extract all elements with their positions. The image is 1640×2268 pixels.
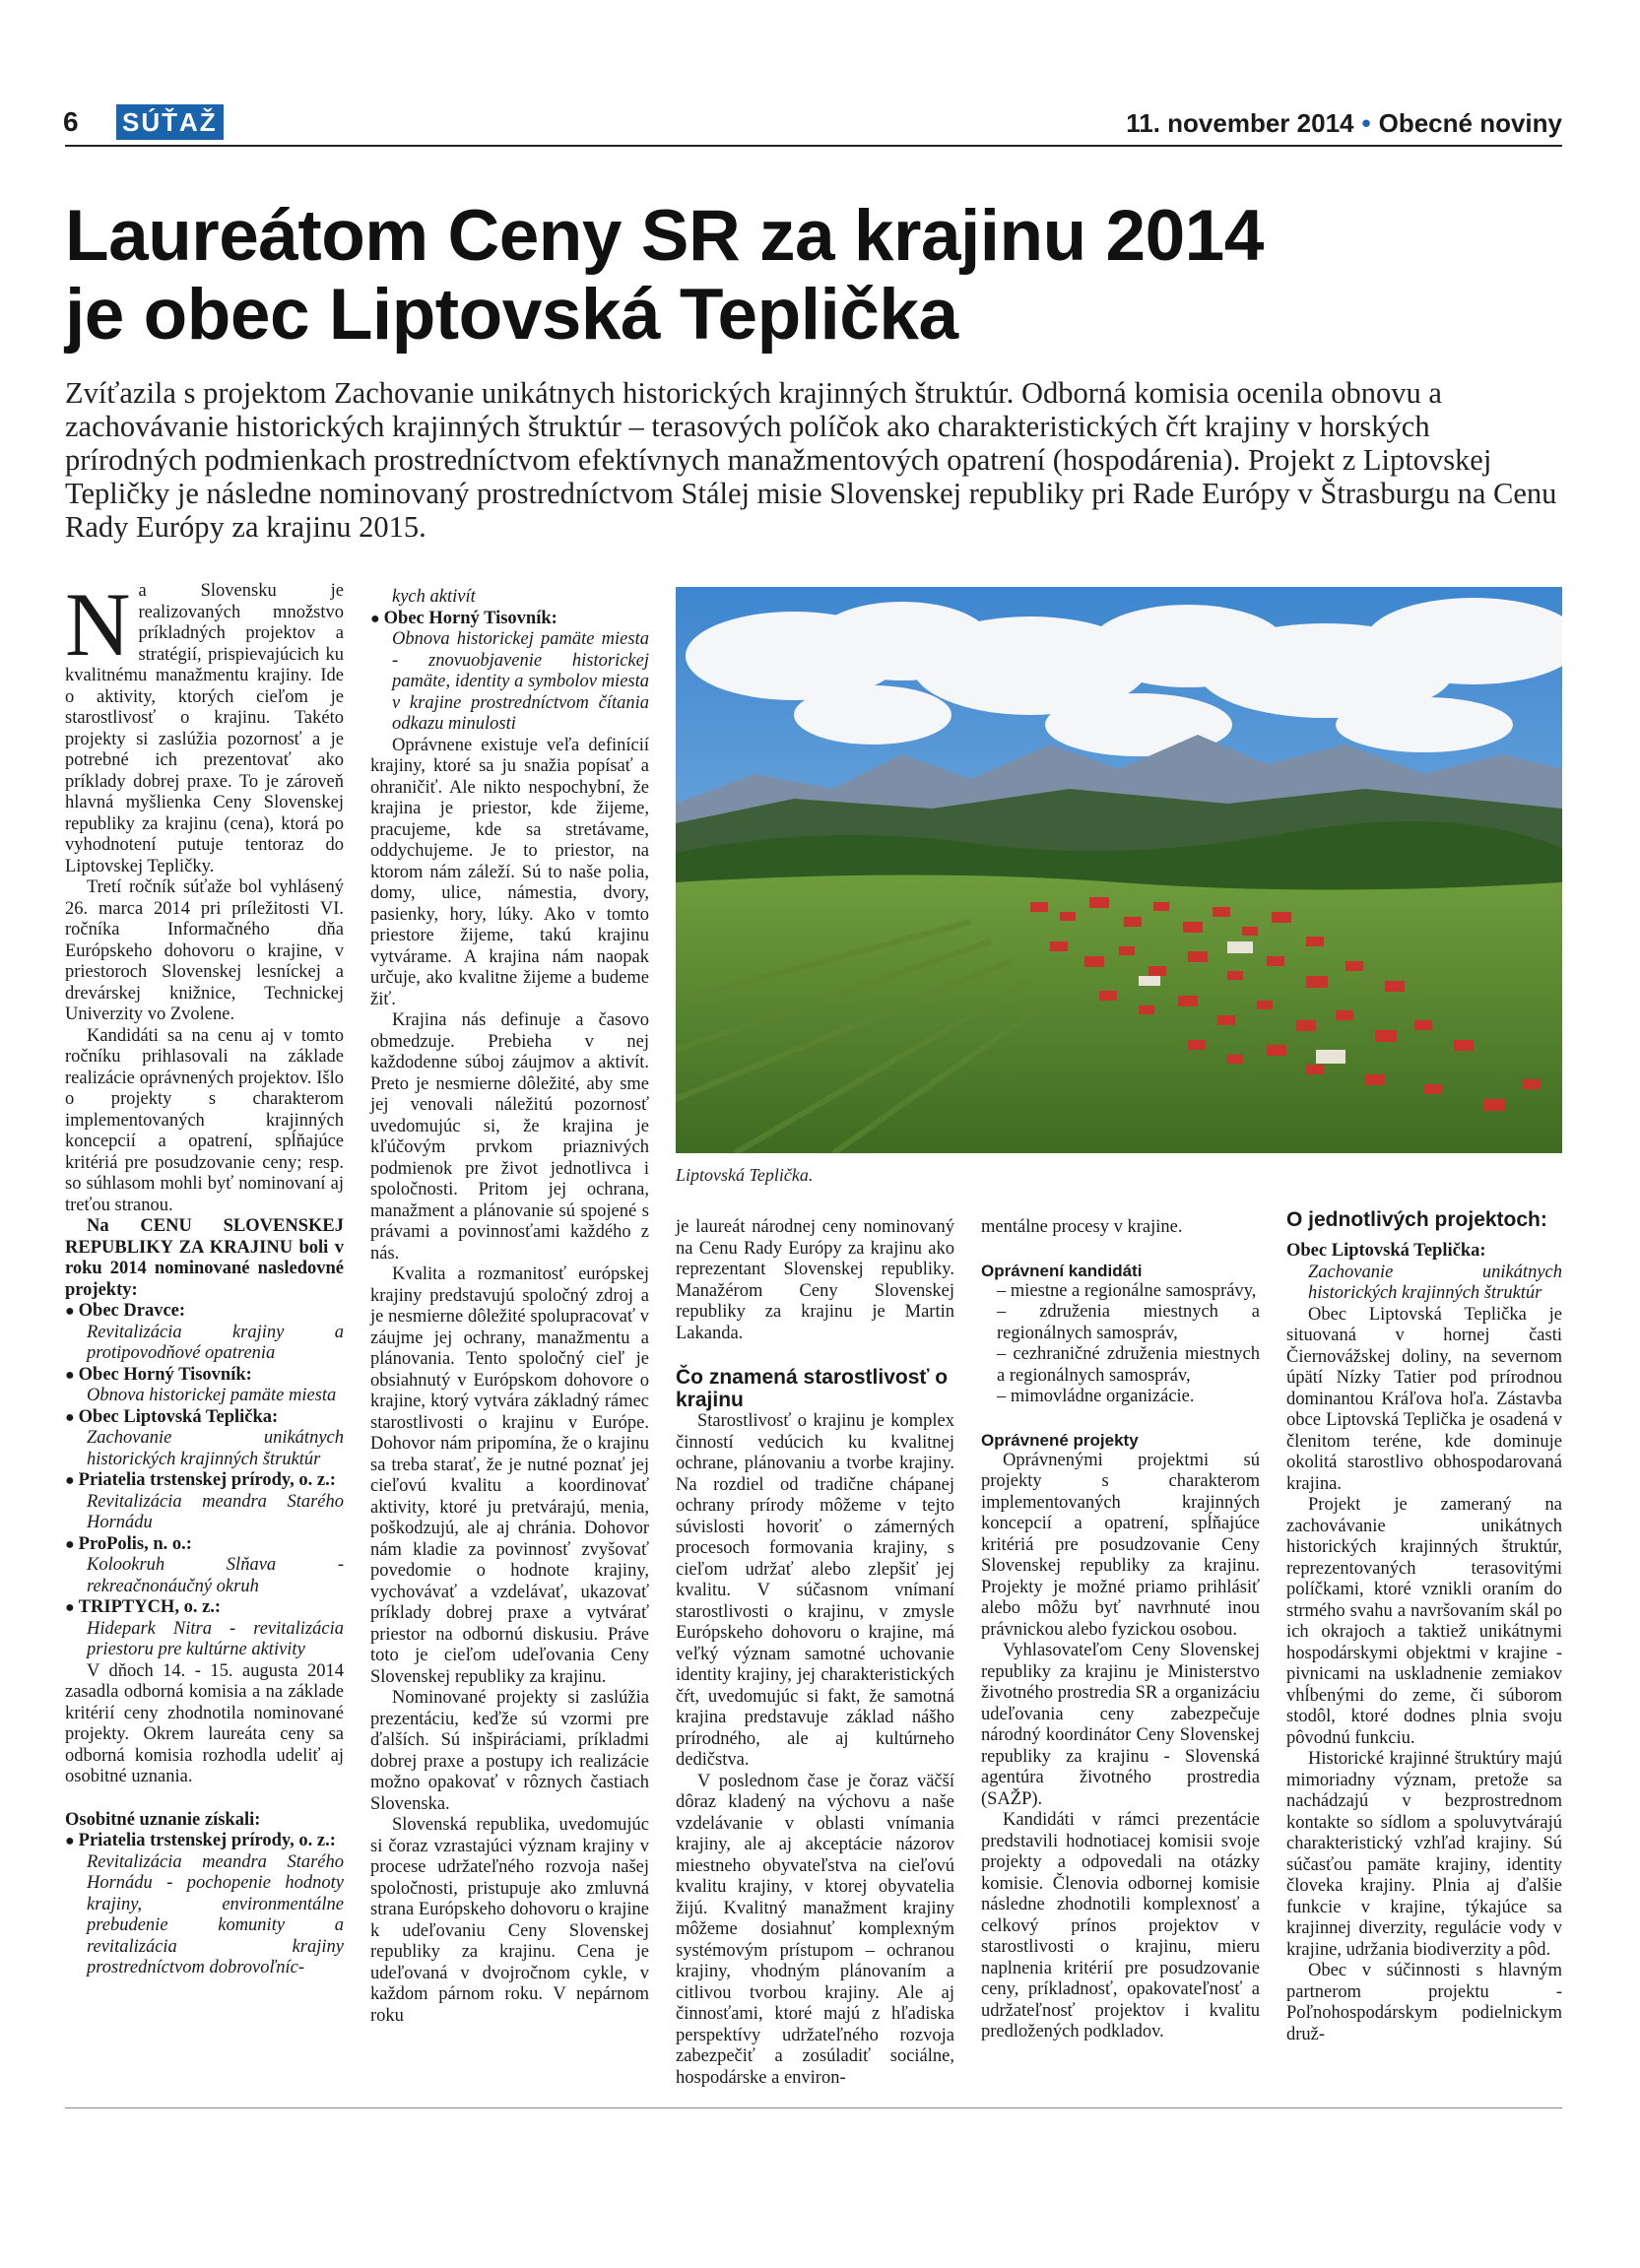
paragraph: Krajina nás definuje a časovo obmedzuje. Prebieha v nej každodenne súboj záujmov a aktivít. Preto je nesmierne dôležité, aby sme jej venovali náležitú pozornosť uvedomujúc si, že krajina je kľúčovým prvkom priaznivých podmienok pre život jednotlivca i spoločnosti. Pritom jej ochrana, manažment a plánovanie sú spojené s právami a povinnosťami každého z nás. bbox=[370, 1010, 649, 1264]
nominee-title: ● Obec Dravce: bbox=[65, 1301, 344, 1323]
nominee-title: ● Priatelia trstenskej prírody, o. z.: bbox=[65, 1470, 344, 1492]
special-recognition-heading: Osobitné uznanie získali: bbox=[65, 1809, 261, 1830]
nominations-intro: Na CENU SLOVENSKEJ REPUBLIKY ZA KRAJINU boli v roku 2014 nominované nasledovné projekty: bbox=[65, 1216, 344, 1300]
lead-paragraph: Zvíťazila s projektom Zachovanie unikátnych historických krajinných štruktúr. Odborná komisia ocenila obnovu a zachovávanie historických krajinných štruktúr – terasových políčok ako charakteristických čŕt krajiny v horských prírodných podmienkach prostredníctvom efektívnych manažmentových opatrení (hospodárenia). Projekt z Liptovskej Tepličky je následne nominovaný prostredníctvom Stálej misie Slovenskej republiky pri Rade Európy v Štrasburgu na Cenu Rady Európy za krajinu 2015. bbox=[65, 376, 1557, 544]
subheading: Oprávnené projekty bbox=[981, 1430, 1139, 1450]
special-recognition-text: Revitalizácia meandra Starého Hornádu - pochopenie hodnoty krajiny, environmentálne prebudenie komunity a revitalizácia krajiny prostredníctvom dobrovoľníc- bbox=[87, 1851, 344, 1977]
nominee-project: Obnova historickej pamäte miesta bbox=[87, 1386, 337, 1405]
special-recognition-title: ● Priatelia trstenskej prírody, o. z.: bbox=[65, 1831, 344, 1852]
headline-line-1: Laureátom Ceny SR za krajinu 2014 bbox=[65, 196, 1264, 276]
headline bbox=[65, 197, 1562, 355]
article-column-4 bbox=[981, 1217, 1260, 2043]
nominee-title: ● TRIPTYCH, o. z.: bbox=[65, 1597, 344, 1619]
paragraph: Nominované projekty si zaslúžia prezentáciu, keďže sú vzormi pre ďalších. Sú inšpiráciami, príkladmi dobrej praxe a postupy ich realizácie možno opakovať v rôznych častiach Slovenska. bbox=[370, 1688, 649, 1814]
nominee-project: Revitalizácia krajiny a protipovodňové opatrenia bbox=[87, 1322, 344, 1363]
drop-cap: N bbox=[65, 574, 131, 675]
paragraph: Historické krajinné štruktúry majú mimoriadny význam, pretože sa nachádzajú v bezprostrednom kontakte so sídlom a spoluvytvárajú charakteristický vzhľad krajiny. Sú súčasťou pamäte krajiny, identity človeka krajiny. Plnia aj ďalšie funkcie v krajine, týkajúce sa krajinnej diverzity, regulácie vody v krajine, udržania biodiverzity a pôd. bbox=[1286, 1749, 1562, 1960]
article-column-5 bbox=[1286, 1208, 1562, 2045]
subheading: O jednotlivých projektoch: bbox=[1286, 1208, 1547, 1231]
nominee-title: ● Obec Liptovská Teplička: bbox=[65, 1407, 344, 1429]
subheading: Oprávnení kandidáti bbox=[981, 1261, 1143, 1280]
paragraph: Kandidáti sa na cenu aj v tomto ročníku prihlasovali na základe realizácie oprávnených projektov. Išlo o projekty s charakterom implementovaných krajinných koncepcií a opatrení, spĺňajúce kritériá pre posudzovanie ceny; resp. so súhlasom mohli byť nominovaní aj treťou stranou. bbox=[65, 1025, 344, 1215]
spacer bbox=[981, 1408, 1260, 1430]
article-column-2 bbox=[370, 587, 649, 2027]
page-number: 6 bbox=[63, 106, 79, 137]
paragraph: Slovenská republika, uvedomujúc si čoraz vzrastajúci význam krajiny v procese udržateľného rozvoja našej spoločnosti, pristupuje ako zmluvná strana Európskeho dohovoru o krajine k udeľovaniu Ceny Slovenskej republiky za krajinu. Cena je udeľovaná v dvojročnom cykle, v každom párnom roku. V nepárnom roku bbox=[370, 1815, 649, 2026]
paragraph: Starostlivosť o krajinu je komplex činností vedúcich ku kvalitnej ochrane, plánovaniu a tvorbe krajiny. Na rozdiel od tradične chápanej ochrany prírody môžeme v tejto súvislosti hovoriť o zámerných procesoch formovania krajiny, s cieľom udržať alebo zlepšiť jej kvalitu. V súčasnom vnímaní starostlivosti o krajinu, v zmysle Európskeho dohovoru o krajine, má veľký význam samotné uchovanie identity krajiny, jej charakteristických čŕt, uvedomujúc si fakt, že samotná krajina predstavuje základ nášho prírodného, ale aj kultúrneho dedičstva. bbox=[676, 1411, 954, 1770]
project-name: Zachovanie unikátnych historických krajinných štruktúr bbox=[1308, 1262, 1562, 1303]
special-recognition-title: ● Obec Horný Tisovník: bbox=[370, 609, 649, 630]
header-rule bbox=[65, 145, 1562, 147]
nominee-title: ● Obec Horný Tisovník: bbox=[65, 1365, 344, 1387]
publication-name: Obecné noviny bbox=[1378, 108, 1562, 138]
issue-date: 11. november 2014 bbox=[1126, 108, 1354, 138]
paragraph: mentálne procesy v krajine. bbox=[981, 1217, 1183, 1237]
article-column-1 bbox=[65, 574, 344, 1979]
footer-rule bbox=[65, 2107, 1562, 2108]
project-title: Obec Liptovská Teplička: bbox=[1286, 1241, 1486, 1261]
paragraph: Oprávnenými projektmi sú projekty s charakterom implementovaných krajinných koncepcií a opatrení, spĺňajúce kritériá pre posudzovanie Ceny Slovenskej republiky za krajinu. Projekty je možné priamo prihlásiť alebo môžu byť navrhnuté inou právnickou alebo fyzickou osobou. bbox=[981, 1450, 1260, 1640]
list-item: – združenia miestnych a regionálnych samospráv, bbox=[997, 1302, 1260, 1343]
headline-line-2: je obec Liptovská Teplička bbox=[65, 275, 958, 355]
issue-info bbox=[1126, 108, 1562, 139]
paragraph: V dňoch 14. - 15. augusta 2014 zasadla odborná komisia a na základe kritérií ceny zhodnotila nominované projekty. Okrem laureáta ceny sa odborná komisia rozhodla udeliť aj osobitné uznania. bbox=[65, 1660, 344, 1786]
paragraph: Projekt je zameraný na zachovávanie unikátnych historických krajinných štruktúr, reprezentovaných terasovitými políčkami, ktoré vznikli oraním do strmého svahu a navršovaním skál po ich okrajoch a taktiež unikátnymi hospodárskymi objektmi v krajine - pivnicami na uskladnenie zemiakov vhĺbenými do zeme, či súborom stodôl, ktoré dodnes plnia svoju pôvodnú funkciu. bbox=[1286, 1495, 1562, 1748]
spacer bbox=[981, 1239, 1260, 1261]
paragraph: Kandidáti v rámci prezentácie predstavili hodnotiacej komisii svoje projekty a odpovedali na otázky komisie. Členovia odbornej komisie následne zhodnotili komplexnosť a celkový prínos projektov v starostlivosti o krajinu, mieru naplnenia kritérií pre posudzovanie ceny, príkladnosť, opakovateľnosť a udržateľnosť projektov i kvalitu predložených podkladov. bbox=[981, 1810, 1260, 2041]
continued-text: kych aktivít bbox=[392, 587, 476, 607]
village-aerial-photo bbox=[676, 587, 1562, 1153]
nominee-project: Kolookruh Slňava - rekreačnonáučný okruh bbox=[87, 1555, 344, 1596]
paragraph: je laureát národnej ceny nominovaný na Cenu Rady Európy za krajinu ako reprezentant Slovenskej republiky. Manažérom Ceny Slovenskej republiky za krajinu je Martin Lakanda. bbox=[676, 1217, 954, 1343]
article-column-3 bbox=[676, 1217, 954, 2089]
paragraph: V poslednom čase je čoraz väčší dôraz kladený na výchovu a našе vzdelávanie v oblasti vnímania krajiny, ale aj akceptácie názorov miestneho obyvateľstva na cieľovú kvalitu krajiny, v ktorej obyvatelia žijú. Kvalitný manažment krajiny môžeme dosiahnuť komplexným systémovým prístupom – ochranou krajiny, vhodným plánovaním a citlivou tvorbou krajiny. Ale aj činnosťami, ktoré majú z hľadiska perspektívy udržateľného rozvoja zabezpečiť a zosúladiť sociálne, hospodárske a environ- bbox=[676, 1771, 954, 2088]
paragraph: Obec v súčinnosti s hlavným partnerom projektu - Poľnohospodárskym podielnickym druž- bbox=[1286, 1961, 1562, 2044]
list-item: – miestne a regionálne samosprávy, bbox=[997, 1280, 1257, 1301]
paragraph: Vyhlasovateľom Ceny Slovenskej republiky za krajinu je Ministerstvo životného prostredia SR a organizáciu udeľovania ceny zabezpečuje národný koordinátor Ceny Slovenskej republiky za krajinu - Slovenská agentúra životného prostredia (SAŽP). bbox=[981, 1641, 1260, 1809]
nominee-project: Revitalizácia meandra Starého Hornádu bbox=[87, 1491, 344, 1532]
separator-dot: • bbox=[1361, 108, 1371, 138]
spacer bbox=[65, 1788, 344, 1810]
list-item: – mimovládne organizácie. bbox=[997, 1387, 1195, 1406]
nominee-title: ● ProPolis, n. o.: bbox=[65, 1534, 344, 1556]
paragraph: Kvalita a rozmanitosť európskej krajiny predstavujú spoločný zdroj a je nesmierne dôležité spolupracovať v záujme jej ochrany, manažmentu a plánovania. Tento spoločný cieľ je obsiahnutý v Európskom dohovore o krajine, ktorý vytvára základný rámec starostlivosti o krajinu v Európe. Dohovor nám pripomína, že o krajinu sa treba starať, že je nutné poznať jej cieľovú kvalitu a koordinovať aktivity, ktoré ju pretvárajú, menia, poškodzujú, ale aj chránia. Dohovor nám kladie za povinnosť zvyšovať povedomie o hodnote krajiny, vychovávať a vzdelávať, ukazovať príklady dobrej praxe a vytvárať priestor na odbornú diskusiu. Práve toto je cieľom udeľovania Ceny Slovenskej republiky za krajinu. bbox=[370, 1264, 649, 1687]
paragraph: a Slovensku je realizovaných množstvo príkladných projektov a stratégií, prispievajúcich ku kvalitnému manažmentu krajiny. Ide o aktivity, ktorých cieľom je starostlivosť o krajinu. Takéto projekty si zaslúžia pozornosť a je potrebné ich prezentovať ako príklady dobrej praxe. To je zároveň hlavná myšlienka Ceny Slovenskej republiky za krajinu (cena), ktorá po vyhodnotení putuje tentoraz do Liptovskej Tepličky. bbox=[65, 581, 344, 876]
paragraph: Obec Liptovská Teplička je situovaná v hornej časti Čiernovážskej doliny, na severnom úpätí Nízky Tatier pod prírodnou dominantou Kráľova hoľa. Zástavba obce Liptovská Teplička je osadená v členitom teréne, kde dominuje okolitá starostlivo obhospodarovaná krajina. bbox=[1286, 1304, 1562, 1494]
nominee-project: Hidepark Nitra - revitalizácia priestoru pre kultúrne aktivity bbox=[87, 1618, 344, 1659]
subheading: Čo znamená starostlivosť o krajinu bbox=[676, 1366, 949, 1411]
photo-caption: Liptovská Teplička. bbox=[676, 1165, 814, 1185]
special-recognition-text: Obnova historickej pamäte miesta - znovuobjavenie historickej pamäte, identity a symbolov miesta v krajine prostredníctvom čítania odkazu minulosti bbox=[392, 629, 649, 734]
paragraph: Tretí ročník súťaže bol vyhlásený 26. marca 2014 pri príležitosti VI. ročníka Informačného dňa Európskeho dohovoru o krajine, v priestoroch Slovenskej lesníckej a drevárskej knižnice, Technickej Univerzity vo Zvolene. bbox=[65, 877, 344, 1024]
list-item: – cezhraničné združenia miestnych a regionálnych samospráv, bbox=[997, 1344, 1260, 1386]
spacer bbox=[1286, 1231, 1562, 1241]
section-badge: SÚŤAŽ bbox=[116, 104, 224, 140]
paragraph: Oprávnene existuje veľa definícií krajiny, ktoré sa ju snažia popísať a ohraničiť. Ale nikto nespochybní, že krajina je priestor, kde žijeme, pracujeme, kde sa stretávame, oddychujeme. Je to priestor, na ktorom nám záleží. Sú to naše polia, domy, ulice, námestia, dvory, pasienky, hory, lúky. Ako v tomto priestore žijeme, takú krajinu vytvárame. A krajina nám naopak určuje, ako kvalitne žijeme a budeme žiť. bbox=[370, 735, 649, 1009]
nominee-project: Zachovanie unikátnych historických krajinných štruktúr bbox=[87, 1428, 344, 1469]
spacer bbox=[676, 1344, 954, 1366]
